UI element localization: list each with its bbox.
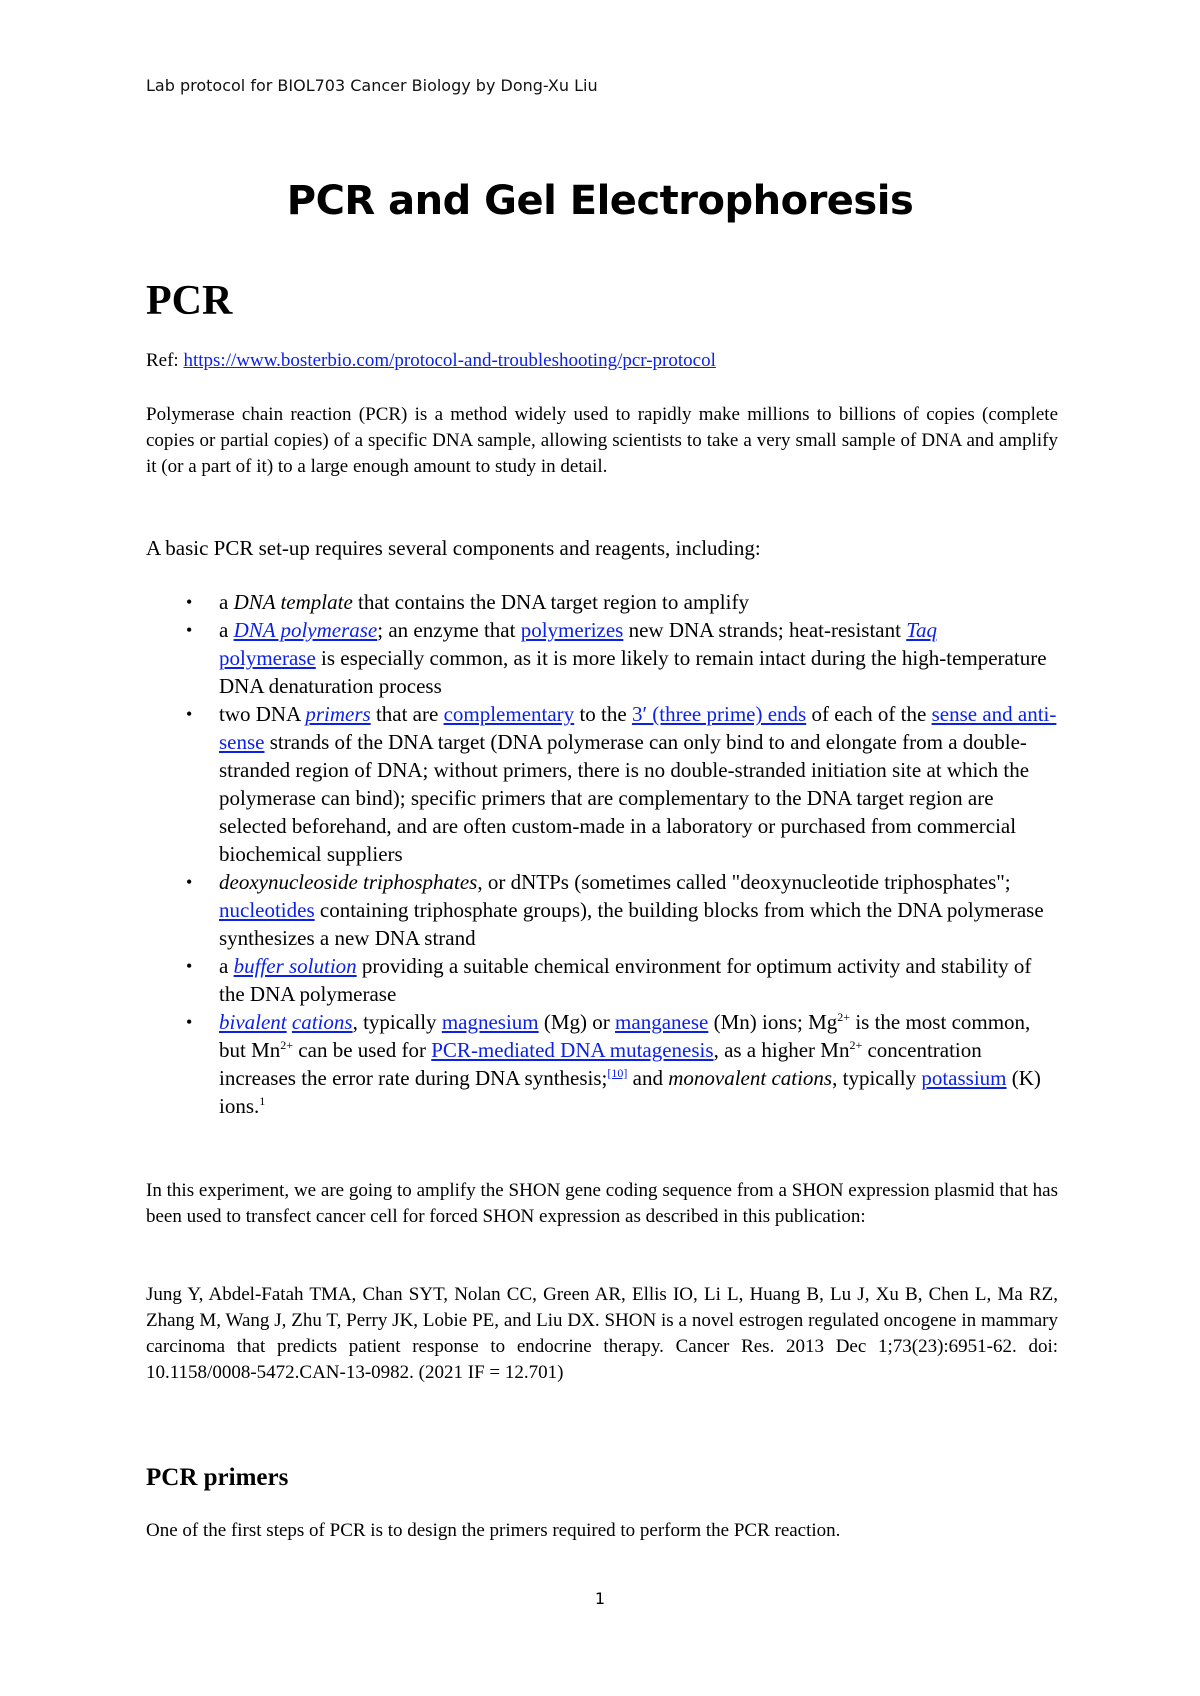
document-title: PCR and Gel Electrophoresis <box>286 178 914 224</box>
list-item: • bivalent cations, typically magnesium (Mg) or manganese (Mn) ions; $Mg^{2+}$ is the most common, but $Mn^{2+}$ can be used for PCR-mediated DNA mutagenesis, as a higher $Mn^{2+}$ concentration increases the error rate during DNA synthesis;[10] and monovalent cations, typically potassium (K) ions.$^1$ <box>186 1010 1041 1118</box>
link-three-prime-ends[interactable]: 3′ (three prime) ends <box>631 702 807 726</box>
bullet-icon: • <box>186 704 193 724</box>
list-item: • a DNA template that contains the DNA target region to amplify <box>186 590 749 614</box>
bullet-icon: • <box>186 956 193 976</box>
bullet-icon: • <box>186 872 193 892</box>
link-nucleotides[interactable]: nucleotides <box>219 898 315 922</box>
link-polymerase[interactable]: polymerase <box>219 646 316 670</box>
components-list <box>146 588 1058 1120</box>
primers-paragraph: One of the first steps of PCR is to design the primers required to perform the PCR reaction. <box>146 1520 841 1541</box>
section-heading-primers: PCR primers <box>146 1464 289 1491</box>
list-item: • a DNA polymerase; an enzyme that polymerizes new DNA strands; heat-resistant Taq polymerase is especially common, as it is more likely to remain intact during the high-temperature DNA denaturation process <box>186 618 1047 698</box>
publication-citation: Jung Y, Abdel-Fatah TMA, Chan SYT, Nolan CC, Green AR, Ellis IO, Li L, Huang B, Lu J, Xu B, Chen L, Ma RZ, Zhang M, Wang J, Zhu T, Perry JK, Lobie PE, and Liu DX. SHON is a novel estrogen regulated oncogene in mammary carcinoma that predicts patient response to endocrine therapy. Cancer Res. 2013 Dec 1;73(23):6951-62. doi: 10.1158/0008-5472.CAN-13-0982. (2021 IF = 12.701) <box>146 1284 1058 1383</box>
link-taq[interactable]: Taq <box>906 618 937 642</box>
link-complementary[interactable]: complementary <box>443 702 575 726</box>
bullet-icon: • <box>186 1012 193 1032</box>
ref-link[interactable]: https://www.bosterbio.com/protocol-and-troubleshooting/pcr-protocol <box>183 350 716 371</box>
link-manganese[interactable]: manganese <box>615 1010 709 1034</box>
reference-line <box>146 350 716 372</box>
basic-setup-text: A basic PCR set-up requires several components and reagents, including: <box>146 536 761 560</box>
list-item: • two DNA primers that are complementary to the 3′ (three prime) ends of each of the sense and anti-sense strands of the DNA target (DNA polymerase can only bind to and elongate from a double-stranded region of DNA; without primers, there is no double-stranded initiation site at which the polymerase can bind); specific primers that are complementary to the DNA target region are selected beforehand, and are often custom-made in a laboratory or purchased from commercial biochemical suppliers <box>186 702 1057 866</box>
term-dna-template: DNA template <box>233 590 353 614</box>
bullet-icon: • <box>186 592 193 612</box>
list-item: • a buffer solution providing a suitable chemical environment for optimum activity and stability of the DNA polymerase <box>186 954 1032 1006</box>
link-cations[interactable]: cations <box>291 1010 353 1034</box>
experiment-paragraph: In this experiment, we are going to amplify the SHON gene coding sequence from a SHON expression plasmid that has been used to transfect cancer cell for forced SHON expression as described in this publication: <box>146 1180 1058 1227</box>
link-potassium[interactable]: potassium <box>921 1066 1007 1090</box>
link-bivalent[interactable]: bivalent <box>219 1010 287 1034</box>
link-polymerizes[interactable]: polymerizes <box>520 618 624 642</box>
link-pcr-mutagenesis[interactable]: PCR-mediated DNA mutagenesis <box>431 1038 714 1062</box>
term-dntps: deoxynucleoside triphosphates <box>219 870 478 894</box>
link-dna-polymerase[interactable]: DNA polymerase <box>233 618 378 642</box>
ref-label: Ref: <box>146 350 184 371</box>
page-number: 1 <box>594 1589 606 1608</box>
section-heading-pcr: PCR <box>146 278 233 324</box>
link-magnesium[interactable]: magnesium <box>441 1010 539 1034</box>
link-primers[interactable]: primers <box>305 702 371 726</box>
link-buffer-solution[interactable]: buffer solution <box>233 954 357 978</box>
intro-paragraph: Polymerase chain reaction (PCR) is a method widely used to rapidly make millions to billions of copies (complete copies or partial copies) of a specific DNA sample, allowing scientists to take a very small sample of DNA and amplify it (or a part of it) to a large enough amount to study in detail. <box>146 404 1058 477</box>
page-header: Lab protocol for BIOL703 Cancer Biology by Dong-Xu Liu <box>146 76 598 95</box>
list-item: • deoxynucleoside triphosphates, or dNTPs (sometimes called "deoxynucleotide triphosphates"; nucleotides containing triphosphate groups), the building blocks from which the DNA polymerase synthesizes a new DNA strand <box>186 870 1044 950</box>
citation-link-10[interactable]: [10] <box>607 1066 628 1080</box>
link-sense-antisense[interactable]: sense and anti-sense <box>219 702 1057 754</box>
bullet-icon: • <box>186 620 193 640</box>
